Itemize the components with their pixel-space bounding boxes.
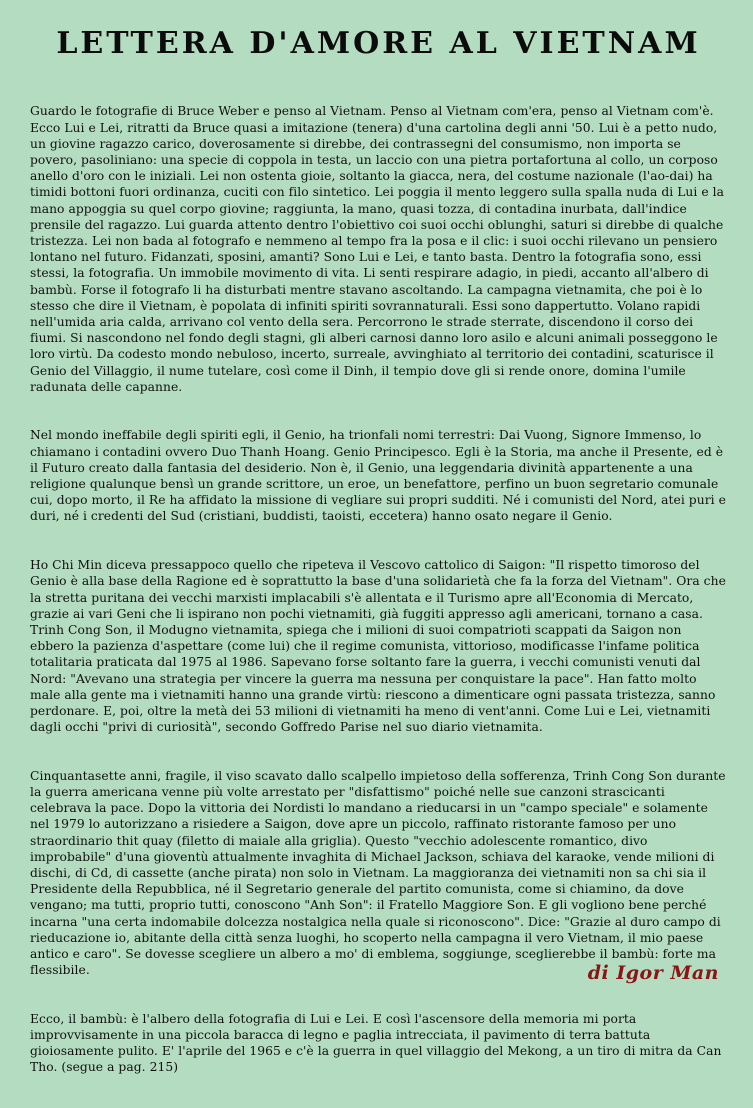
paragraph: Cinquantasette anni, fragile, il viso scavato dallo scalpello impietoso della sofferenza, Trinh Cong Son durante la guerra americana venne più volte arrestato per "disfattismo" poiché nelle sue canzoni strascicanti celebrava la pace. Dopo la vittoria dei Nordisti lo mandano a rieducarsi in un "campo speciale" e solamente nel 1979 lo autorizzano a risiedere a Saigon, dove apre un piccolo, raffinato ristorante famoso per uno straordinario thit quay (filetto di maiale alla griglia). Questo "vecchio adolescente romantico, divo improbabile" d'una gioventù attualmente invaghita di Michael Jackson, schiava del karaoke, vende milioni di dischi, di Cd, di cassette (anche pirata) non solo in Vietnam. La maggioranza dei vietnamiti non sa chi sia il Presidente della Repubblica, né il Segretario generale del partito comunista, come si chiamino, da dove vengano; ma tutti, proprio tutti, conoscono "Anh Son": il Fratello Maggiore Son. E gli vogliono bene perché incarna "una certa indomabile dolcezza nostalgica nella quale si riconoscono". Dice: "Grazie al duro campo di rieducazione io, abitante della città senza luoghi, ho scoperto nella campagna il vero Vietnam, il mio paese antico e caro". Se dovesse scegliere un albero a mo' di emblema, soggiunge, sceglierebbe il bambù: forte ma flessibile. xyxy=(30,768,730,978)
paragraph: Ecco, il bambù: è l'albero della fotografia di Lui e Lei. E così l'ascensore della memoria mi porta improvvisamente in una piccola baracca di legno e paglia intrecciata, il pavimento di terra battuta gioiosamente pulito. E' l'aprile del 1965 e c'è la guerra in quel villaggio del Mekong, a un tiro di mitra da Can Tho. (segue a pag. 215) xyxy=(30,1011,726,1075)
paragraph: Ho Chi Min diceva pressappoco quello che ripeteva il Vescovo cattolico di Saigon: "Il rispetto timoroso del Genio è alla base della Ragione ed è soprattutto la base d'una solidarietà che fa la forza del Vietnam". Ora che la stretta puritana dei vecchi marxisti implacabili s'è allentata e il Turismo apre all'Economia di Mercato, grazie ai vari Geni che li ispirano non pochi vietnamiti, già fuggiti appresso agli americani, tornano a casa. Trinh Cong Son, il Modugno vietnamita, spiega che i milioni di suoi compatrioti scappati da Saigon non ebbero la pazienza d'aspettare (come lui) che il regime comunista, vittorioso, modificasse l'infame politica totalitaria praticata dal 1975 al 1986. Sapevano forse soltanto fare la guerra, i vecchi comunisti venuti dal Nord: "Avevano una strategia per vincere la guerra ma nessuna per conquistare la pace". Han fatto molto male alla gente ma i vietnamiti hanno una grande virtù: riescono a dimenticare ogni passata tristezza, sanno perdonare. E, poi, oltre la metà dei 53 milioni di vietnamiti ha meno di vent'anni. Come Lui e Lei, vietnamiti dagli occhi "privi di curiosità", secondo Goffredo Parise nel suo diario vietnamita. xyxy=(30,558,730,735)
article-body xyxy=(30,71,730,1108)
paragraph: Nel mondo ineffabile degli spiriti egli, il Genio, ha trionfali nomi terrestri: Dai Vuong, Signore Immenso, lo chiamano i contadini ovvero Duo Thanh Hoang. Genio Principesco. Egli è la Storia, ma anche il Presente, ed è il Futuro creato dalla fantasia del desiderio. Non è, il Genio, una leggendaria divinità appartenente a una religione qualunque bensì un grande scrittore, un eroe, un benefattore, perfino un buon segretario comunale cui, dopo morto, il Re ha affidato la missione di vegliare sui propri sudditi. Né i comunisti del Nord, atei puri e duri, né i credenti del Sud (cristiani, buddisti, taoisti, eccetera) hanno osato negare il Genio. xyxy=(30,428,730,524)
paragraph: Guardo le fotografie di Bruce Weber e penso al Vietnam. Penso al Vietnam com'era, penso al Vietnam com'è. Ecco Lui e Lei, ritratti da Bruce quasi a imitazione (tenera) d'una cartolina degli anni '50. Lui è a petto nudo, un giovine ragazzo carico, doverosamente si direbbe, dei contrassegni del consumismo, non importa se povero, pasoliniano: una specie di coppola in testa, un laccio con una pietra portafortuna al collo, un corposo anello d'oro con le iniziali. Lei non ostenta gioie, soltanto la giacca, nera, del costume nazionale (l'ao-dai) ha timidi bottoni fuori ordinanza, cuciti con filo sintetico. Lei poggia il mento leggero sulla spalla nuda di Lui e la mano appoggia su quel corpo giovine; raggiunta, la mano, quasi tozza, di contadina inurbata, dall'indice prensile del ragazzo. Lui guarda attento dentro l'obiettivo coi suoi occhi oblunghi, saturi si direbbe di qualche tristezza. Lei non bada al fotografo e nemmeno al tempo fra la posa e il clic: i suoi occhi rilevano un pensiero lontano nel futuro. Fidanzati, sposini, amanti? Sono Lui e Lei, e tanto basta. Dentro la fotografia sono, essi stessi, la fotografia. Un immobile movimento di vita. Li senti respirare adagio, in piedi, accanto all'albero di bambù. Forse il fotografo li ha disturbati mentre stavano ascoltando. La campagna vietnamita, che poi è lo stesso che dire il Vietnam, è popolata di infiniti spiriti sovrannaturali. Essi sono dappertutto. Volano rapidi nell'umida aria calda, arrivano col vento della sera. Percorrono le strade sterrate, discendono il corso dei fiumi. Si nascondono nel fondo degli stagni, gli alberi carnosi danno loro asilo e alcuni animali posseggono le loro virtù. Da codesto mondo nebuloso, incerto, surreale, avvinghiato al territorio dei contadini, scaturisce il Genio del Villaggio, il nume tutelare, così come il Dinh, il tempio dove gli si rende onore, domina l'umile radunata delle capanne. xyxy=(30,104,728,394)
page-title: LETTERA D'AMORE AL VIETNAM xyxy=(56,26,701,61)
author-byline: di Igor Man xyxy=(587,962,719,984)
